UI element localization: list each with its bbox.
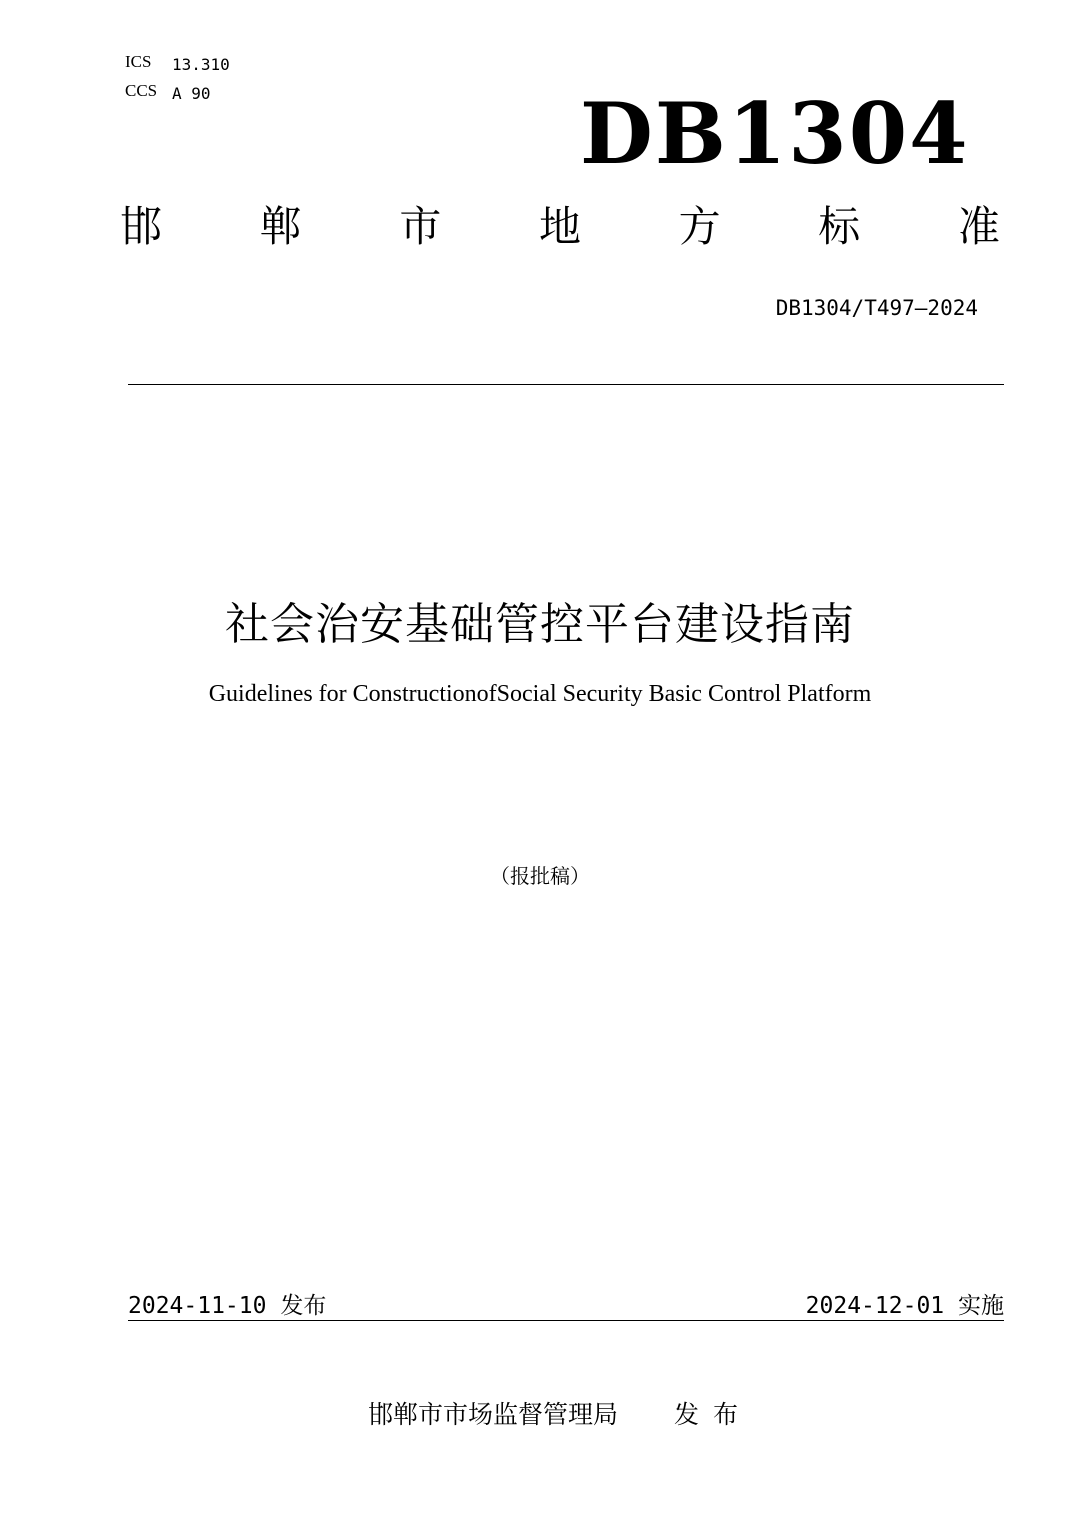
db-code: DB1304: [580, 84, 970, 183]
standard-type-char: 郸: [259, 202, 302, 251]
issue-word: 发布: [674, 1400, 753, 1429]
ics-value: 13.310: [172, 55, 230, 74]
standard-type-char: 市: [399, 202, 442, 251]
standard-type: [120, 202, 1000, 251]
title-chinese: 社会治安基础管控平台建设指南: [225, 599, 855, 650]
implementation-date: 2024-12-01 实施: [805, 1293, 1004, 1319]
header-divider: [128, 384, 1004, 385]
title-english: Guidelines for ConstructionofSocial Security Basic Control Platform: [208, 681, 872, 707]
ccs-label: CCS: [125, 81, 158, 100]
standard-type-char: 地: [538, 202, 581, 251]
issue-date: 2024-11-10 发布: [128, 1293, 327, 1319]
ccs-value: A 90: [172, 84, 211, 103]
issuing-authority: 邯郸市市场监督管理局: [368, 1400, 619, 1429]
footer-divider: [128, 1320, 1004, 1321]
standard-type-char: 准: [957, 202, 1000, 251]
standard-type-char: 标: [818, 202, 861, 251]
draft-stage: （报批稿）: [490, 866, 590, 888]
standard-type-char: 方: [678, 202, 721, 251]
ics-label: ICS: [125, 52, 152, 71]
standard-number: DB1304/T497—2024: [775, 296, 978, 320]
standard-type-char: 邯: [120, 202, 163, 251]
